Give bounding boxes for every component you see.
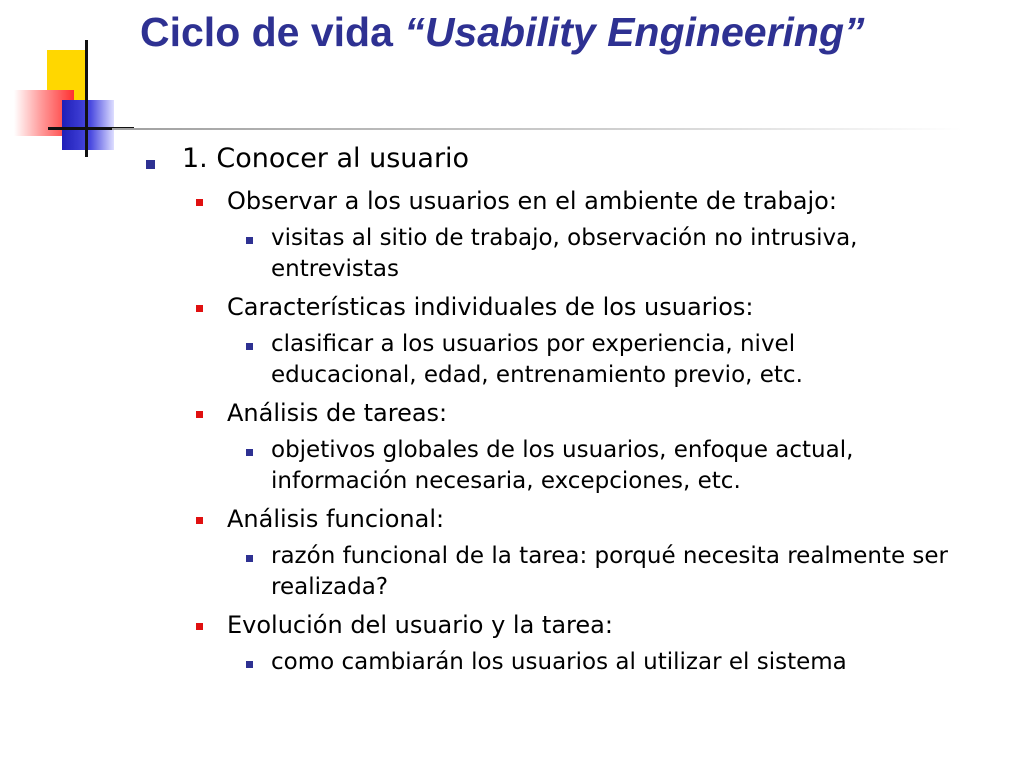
level2-item: Análisis de tareas: (227, 399, 448, 427)
level2-item: Características individuales de los usuarios: (227, 293, 754, 321)
bullet-square-icon (196, 305, 203, 312)
level1-item: 1. Conocer al usuario (182, 143, 470, 174)
level2-item: Evolución del usuario y la tarea: (227, 611, 613, 639)
bullet-square-icon (196, 199, 203, 206)
title-part1: Ciclo de vida (140, 9, 405, 55)
bullet-square-icon (246, 661, 253, 668)
level2-item: Observar a los usuarios en el ambiente de trabajo: (227, 187, 837, 215)
level3-item: objetivos globales de los usuarios, enfoque actual, información necesaria, excepciones, etc. (271, 437, 854, 494)
level3-item: clasificar a los usuarios por experiencia, nivel educacional, edad, entrenamiento previo, etc. (271, 331, 803, 388)
level3-item: como cambiarán los usuarios al utilizar el sistema (271, 649, 847, 675)
bullet-square-icon (246, 343, 253, 350)
bullet-square-icon (196, 517, 203, 524)
title-part2: “Usability Engineering” (404, 9, 865, 55)
bullet-square-icon (246, 449, 253, 456)
bullet-square-icon (196, 411, 203, 418)
bullet-square-icon (246, 555, 253, 562)
level2-item: Análisis funcional: (227, 505, 445, 533)
bullet-square-icon (146, 160, 155, 169)
level3-item: razón funcional de la tarea: porqué necesita realmente ser realizada? (271, 543, 949, 600)
bullet-square-icon (246, 237, 253, 244)
bullet-square-icon (196, 623, 203, 630)
level3-item: visitas al sitio de trabajo, observación no intrusiva, entrevistas (271, 225, 858, 282)
